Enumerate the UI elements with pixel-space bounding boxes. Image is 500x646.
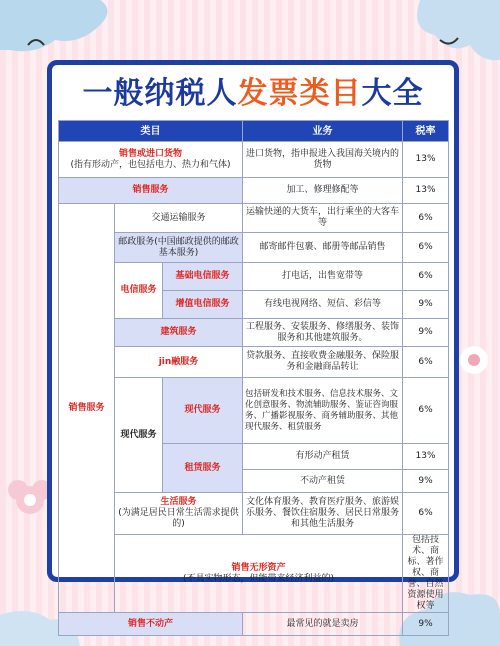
- rate-cell: 6%: [403, 347, 449, 378]
- rate-cell: 6%: [403, 233, 449, 263]
- table-row: [59, 319, 449, 347]
- business-cell: 包括技术、商标、著作权、商誉、自然资源使用权等: [403, 535, 449, 613]
- business-cell: 工程服务、安装服务、修缮服务、装饰服务和其他建筑服务。: [243, 319, 403, 347]
- category-cell: 销售无形资产 (不具实物形态，但能带来经济利益的): [115, 535, 403, 613]
- table-row: [59, 347, 449, 378]
- business-cell: 运输快递的大货车，出行乘坐的大客车等: [243, 204, 403, 233]
- title-part1: 一般纳税人: [82, 76, 238, 111]
- table-header-row: [59, 121, 449, 142]
- category-cell: 销售不动产: [59, 613, 243, 636]
- rate-cell: 9%: [403, 291, 449, 319]
- business-cell: 贷款服务、直接收费金融服务、保险服务和金融商品转让: [243, 347, 403, 378]
- modern-service-category: 现代服务: [115, 378, 163, 493]
- table-row: [59, 142, 449, 178]
- rate-cell: 6%: [403, 378, 449, 444]
- page-title: [47, 76, 459, 112]
- category-cell: 邮政服务(中国邮政提供的邮政基本服务): [115, 233, 243, 263]
- business-cell: 进口货物，指申报进入我国海关境内的货物: [243, 142, 403, 178]
- table-row: [59, 613, 449, 636]
- category-cell: jin融服务: [115, 347, 243, 378]
- title-part3: 大全: [361, 76, 424, 111]
- table-row: [59, 378, 449, 444]
- rate-cell: 13%: [403, 444, 449, 470]
- telecom-category: 电信服务: [115, 263, 163, 319]
- business-cell: 文化体育服务、教育医疗服务、旅游娱乐服务、餐饮住宿服务、居民日常服务和其他生活服务: [243, 493, 403, 535]
- title-part2: 发票类目: [237, 76, 362, 111]
- table-row: [59, 204, 449, 233]
- rate-cell: 6%: [403, 204, 449, 233]
- table-row: [59, 263, 449, 291]
- rate-cell: 13%: [403, 142, 449, 178]
- business-cell: 打电话，出售宽带等: [243, 263, 403, 291]
- category-cell: 生活服务 (为满足居民日常生活需求提供的): [115, 493, 243, 535]
- category-cell: 建筑服务: [115, 319, 243, 347]
- invoice-category-table: [58, 120, 449, 636]
- lease-category: 租赁服务: [163, 444, 243, 493]
- header-business: 业务: [243, 121, 403, 142]
- category-cell: 销售或进口货物 (指有形动产，也包括电力、热力和气体): [59, 142, 243, 178]
- table-row: [59, 535, 449, 613]
- business-cell: 加工、修理修配等: [243, 178, 403, 204]
- category-cell: 交通运输服务: [115, 204, 243, 233]
- table-row: [59, 233, 449, 263]
- rate-cell: 6%: [403, 263, 449, 291]
- business-cell: 邮寄邮件包裹、邮册等邮品销售: [243, 233, 403, 263]
- category-cell: 销售服务: [59, 178, 243, 204]
- category-cell: 增值电信服务: [163, 291, 243, 319]
- rate-cell: 13%: [403, 178, 449, 204]
- table-row: [59, 178, 449, 204]
- business-cell: 有线电视网络、短信、彩信等: [243, 291, 403, 319]
- rate-cell: 6%: [403, 493, 449, 535]
- header-rate: 税率: [403, 121, 449, 142]
- header-category: 类目: [59, 121, 243, 142]
- business-cell: 不动产租赁: [243, 470, 403, 493]
- business-cell: 包括研发和技术服务、信息技术服务、文化创意服务、物流辅助服务、鉴证咨询服务、广播影视服务、商务辅助服务、其他现代服务、租赁服务: [243, 378, 403, 444]
- rate-cell: 9%: [403, 613, 449, 636]
- rate-cell: 9%: [403, 470, 449, 493]
- business-cell: 最常见的就是卖房: [243, 613, 403, 636]
- service-main-category: 销售服务: [59, 204, 115, 613]
- table-row: [59, 493, 449, 535]
- category-cell: 现代服务: [163, 378, 243, 444]
- business-cell: 有形动产租赁: [243, 444, 403, 470]
- category-cell: 基础电信服务: [163, 263, 243, 291]
- rate-cell: 9%: [403, 319, 449, 347]
